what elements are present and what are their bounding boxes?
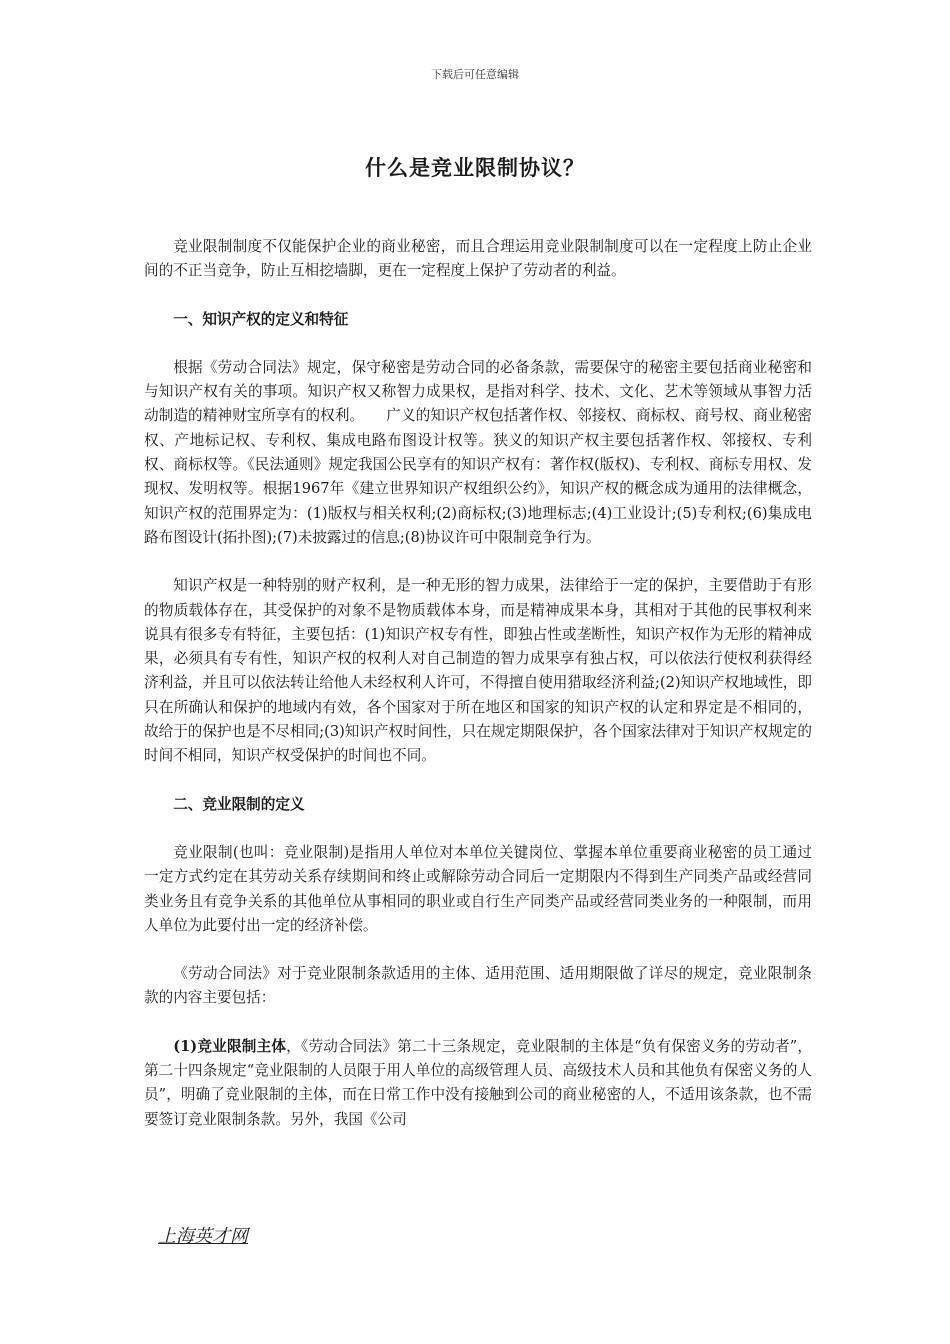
header-note: 下载后可任意编辑 bbox=[431, 68, 519, 81]
section-2-paragraph-1: 竞业限制(也叫：竞业限制)是指用人单位对本单位关键岗位、掌握本单位重要商业秘密的员工通过一定方式约定在其劳动关系存续期间和终止或解除劳动合同后一定期限内不得到生产同类产品或经营同类业务且有竞争关系的其他单位从事相同的职业或自行生产同类产品或经营同类业务的一种限制，而用人单位为此要付出一定的经济补偿。 bbox=[144, 843, 812, 934]
paragraph-3-text: ，《劳动合同法》第二十三条规定，竞业限制的主体是“负有保密义务的劳动者”，第二十四条规定“竞业限制的人员限于用人单位的高级管理人员、高级技术人员和其他负有保密义务的人员”，明确了竞业限制的主体，而在日常工作中没有接触到公司的商业秘密的人，不适用该条款，也不需要签订竞业限制条款。另外，我国《公司 bbox=[144, 1037, 813, 1128]
footer-brand-logo: 上海英才网 bbox=[158, 1226, 248, 1247]
section-2-paragraph-3 bbox=[144, 1035, 812, 1132]
section-2-paragraph-2: 《劳动合同法》对于竞业限制条款适用的主体、适用范围、适用期限做了详尽的规定，竞业限制条款的内容主要包括： bbox=[144, 965, 812, 1007]
intro-paragraph: 竞业限制制度不仅能保护企业的商业秘密，而且合理运用竞业限制制度可以在一定程度上防止企业间的不正当竞争，防止互相挖墙脚，更在一定程度上保护了劳动者的利益。 bbox=[144, 238, 812, 280]
section-2-heading: 二、竞业限制的定义 bbox=[173, 795, 305, 813]
document-body bbox=[144, 235, 812, 1156]
page-title: 什么是竞业限制协议？ bbox=[365, 155, 585, 180]
paragraph-lead-term: (1)竞业限制主体 bbox=[173, 1037, 287, 1055]
section-1-heading: 一、知识产权的定义和特征 bbox=[173, 310, 349, 328]
section-1-paragraph-2: 知识产权是一种特别的财产权利，是一种无形的智力成果，法律给于一定的保护，主要借助于有形的物质载体存在，其受保护的对象不是物质载体本身，而是精神成果本身，其相对于其他的民事权利来说具有很多专有特征，主要包括：(1)知识产权专有性，即独占性或垄断性，知识产权作为无形的精神成果，必须具有专有性，知识产权的权利人对自己制造的智力成果享有独占权，可以依法行使权利获得经济利益，并且可以依法转让给他人未经权利人许可，不得擅自使用猎取经济利益;(2)知识产权地域性，即只在所确认和保护的地域内有效，各个国家对于所在地区和国家的知识产权的认定和界定是不相同的，故给于的保护也是不尽相同;(3)知识产权时间性，只在规定期限保护，各个国家法律对于知识产权规定的时间不相同，知识产权受保护的时间也不同。 bbox=[144, 577, 812, 765]
section-1-paragraph-1: 根据《劳动合同法》规定，保守秘密是劳动合同的必备条款，需要保守的秘密主要包括商业秘密和与知识产权有关的事项。知识产权又称智力成果权，是指对科学、技术、文化、艺术等领域从事智力活动制造的精神财宝所享有的权利。 广义的知识产权包括著作权、邻接权、商标权、商号权、商业秘密权、产地标记权、专利权、集成电路布图设计权等。狭义的知识产权主要包括著作权、邻接权、专利权、商标权等。《民法通则》规定我国公民享有的知识产权有：著作权(版权)、专利权、商标专用权、发现权、发明权等。根据1967年《建立世界知识产权组织公约》，知识产权的概念成为通用的法律概念，知识产权的范围界定为：(1)版权与相关权利;(2)商标权;(3)地理标志;(4)工业设计;(5)专利权;(6)集成电路布图设计(拓扑图);(7)未披露过的信息;(8)协议许可中限制竞争行为。 bbox=[144, 358, 812, 546]
